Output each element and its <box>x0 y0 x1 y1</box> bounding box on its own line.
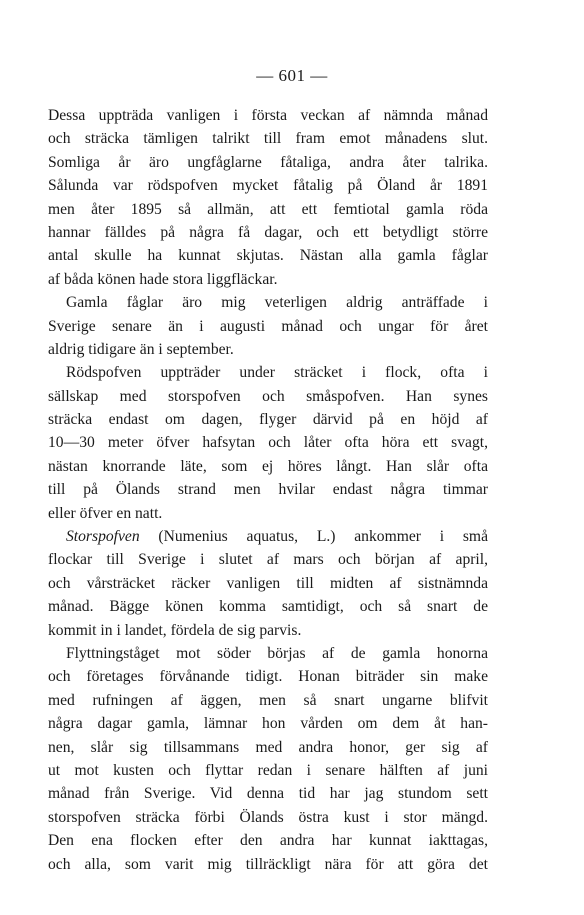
text-line <box>48 244 488 267</box>
body-text <box>48 104 488 876</box>
text-line <box>48 712 488 735</box>
text-line <box>48 853 488 876</box>
text-line-content: med rufningen af äggen, men så snart ungarne blifvit <box>48 691 488 709</box>
text-line-content: Sverige senare än i augusti månad och ungar för året <box>48 317 488 335</box>
text-line <box>48 385 488 408</box>
text-line <box>48 595 488 618</box>
text-line <box>48 548 488 571</box>
text-line <box>48 104 488 127</box>
page-number: — 601 — <box>256 66 328 85</box>
text-line <box>48 619 488 642</box>
text-line <box>48 736 488 759</box>
text-line-content: några dagar gamla, lämnar hon vården om dem åt han- <box>48 715 488 733</box>
text-line <box>48 642 488 665</box>
text-line-content: 10—30 meter öfver hafsytan och låter ofta höra ett svagt, <box>48 434 488 452</box>
text-line-content: aldrig tidigare än i september. <box>48 340 234 358</box>
text-line <box>48 502 488 525</box>
text-line <box>48 665 488 688</box>
text-line <box>48 127 488 150</box>
text-line <box>48 759 488 782</box>
text-line-content: Den ena flocken efter den andra har kunnat iakttagas, <box>48 832 488 850</box>
text-line-content: nen, slår sig tillsammans med andra honor, ger sig af <box>48 738 488 756</box>
text-line <box>48 291 488 314</box>
text-line-content: månad. Bägge könen komma samtidigt, och så snart de <box>48 598 488 616</box>
text-line-content: sällskap med storspofven och småspofven. Han synes <box>48 387 488 405</box>
text-line-content: hannar fälldes på några få dagar, och ett betydligt större <box>48 223 488 241</box>
text-line-content: storspofven sträcka förbi Ölands östra kust i stor mängd. <box>48 808 488 826</box>
species-name: Storspofven <box>66 528 140 546</box>
text-line-content: (Numenius aquatus, L.) ankommer i små <box>139 528 488 546</box>
text-line <box>48 806 488 829</box>
text-line-content: sträcka endast om dagen, flyger därvid på en höjd af <box>48 411 488 429</box>
text-line-content: Rödspofven uppträder under sträcket i flock, ofta i <box>66 364 488 382</box>
text-line <box>48 455 488 478</box>
text-line-content: och alla, som varit mig tillräckligt nära för att göra det <box>48 855 488 873</box>
text-line-content: men åter 1895 så allmän, att ett femtiotal gamla röda <box>48 200 488 218</box>
text-line-content: ut mot kusten och flyttar redan i senare hälften af juni <box>48 761 488 779</box>
text-line <box>48 338 488 361</box>
text-line <box>48 174 488 197</box>
text-line-content: månad från Sverige. Vid denna tid har jag stundom sett <box>48 785 488 803</box>
text-line <box>48 198 488 221</box>
text-line <box>48 221 488 244</box>
text-line-content: Gamla fåglar äro mig veterligen aldrig anträffade i <box>66 294 488 312</box>
text-line <box>48 315 488 338</box>
text-line <box>48 829 488 852</box>
text-line <box>48 151 488 174</box>
text-line-content: och sträcka tämligen talrikt till fram emot månadens slut. <box>48 130 488 148</box>
text-line-content: kommit in i landet, fördela de sig parvis. <box>48 621 302 639</box>
text-line-content: Somliga år äro ungfåglarne fåtaliga, andra åter talrika. <box>48 153 488 171</box>
text-line <box>48 525 488 548</box>
text-line <box>48 478 488 501</box>
text-line-content: till på Ölands strand men hvilar endast några timmar <box>48 481 488 499</box>
text-line-content: Sålunda var rödspofven mycket fåtalig på Öland år 1891 <box>48 177 488 195</box>
text-line-content: af båda könen hade stora liggfläckar. <box>48 270 278 288</box>
text-line-content: nästan knorrande läte, som ej höres långt. Han slår ofta <box>48 457 488 475</box>
text-line <box>48 689 488 712</box>
text-line-content: flockar till Sverige i slutet af mars och början af april, <box>48 551 488 569</box>
text-line <box>48 408 488 431</box>
text-line-content: och vårsträcket räcker vanligen till midten af sistnämnda <box>48 574 488 592</box>
text-line <box>48 431 488 454</box>
text-line <box>48 361 488 384</box>
text-line-content: Flyttningståget mot söder börjas af de gamla honorna <box>66 644 488 662</box>
text-line <box>48 572 488 595</box>
text-line-content: Dessa uppträda vanligen i första veckan af nämnda månad <box>48 107 488 124</box>
text-line-content: och företages förvånande tidigt. Honan biträder sin make <box>48 668 488 686</box>
text-line <box>48 782 488 805</box>
text-line-content: antal skulle ha kunnat skjutas. Nästan alla gamla fåglar <box>48 247 488 265</box>
text-line <box>48 268 488 291</box>
text-line-content: eller öfver en natt. <box>48 504 163 522</box>
